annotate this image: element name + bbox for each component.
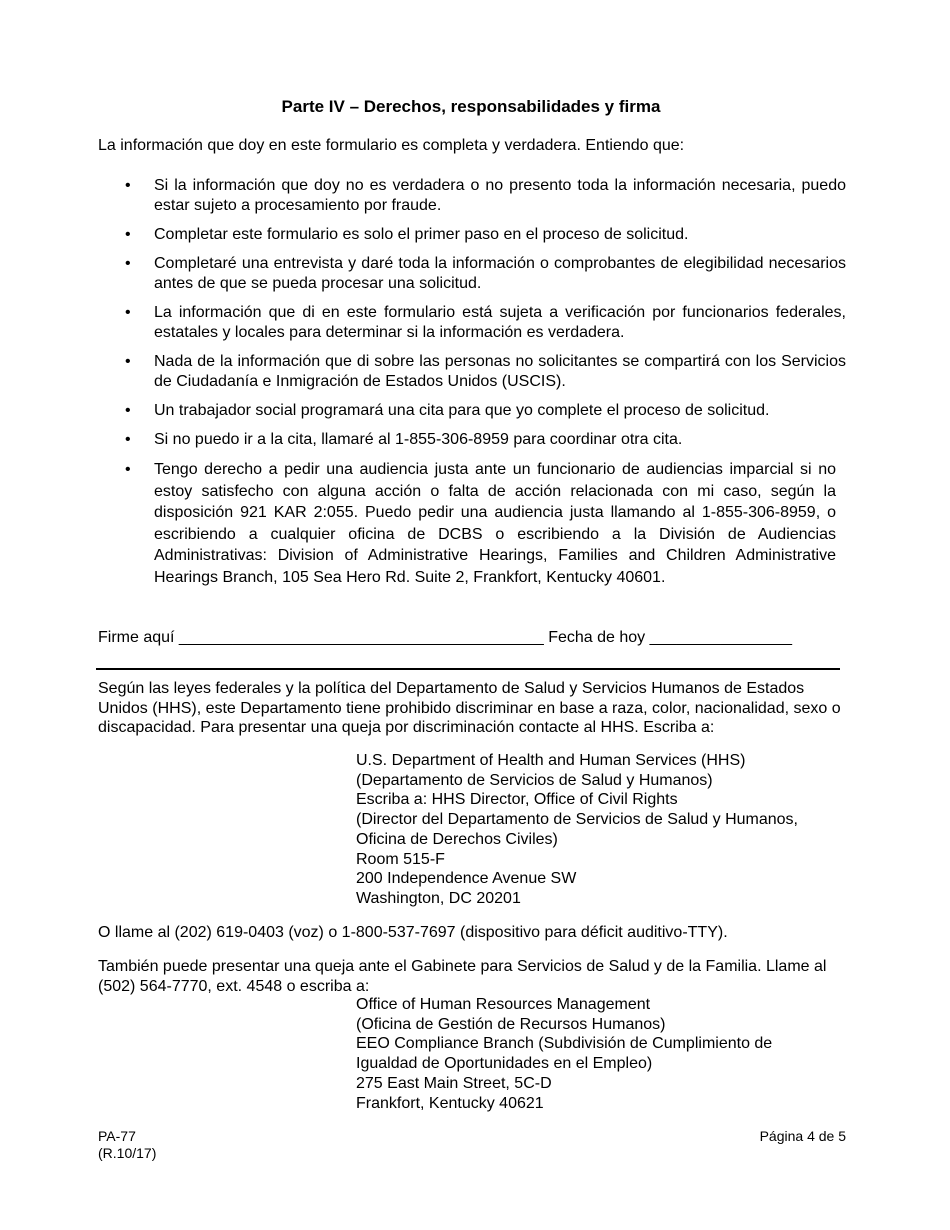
address-line: Escriba a: HHS Director, Office of Civil Rights — [356, 791, 678, 809]
date-line[interactable]: ________________ — [649, 629, 792, 646]
address-line: (Departamento de Servicios de Salud y Humanos) — [356, 771, 713, 789]
address-line: U.S. Department of Health and Human Services (HHS) — [356, 752, 746, 769]
form-footer — [98, 1128, 156, 1162]
address-line: 200 Independence Avenue SW — [356, 870, 577, 888]
address-line: Washington, DC 20201 — [356, 889, 521, 907]
list-item: • Un trabajador social programará una cita para que yo complete el proceso de solicitud. — [98, 401, 846, 421]
address-line: Oficina de Derechos Civiles) — [356, 830, 558, 848]
sign-label: Firme aquí — [98, 629, 175, 646]
hhs-paragraph: Según las leyes federales y la política del Departamento de Salud y Servicios Humanos de Estados Unidos (HHS), este Departamento tiene prohibido discriminar en base a raza, color, nacionalidad, sexo o discapacidad. Para presentar una queja por discriminación contacte al HHS. Escriba a: — [98, 680, 841, 736]
rights-list — [98, 176, 846, 597]
list-item: • Completar este formulario es solo el primer paso en el proceso de solicitud. — [98, 225, 846, 245]
list-item: • La información que di en este formulario está sujeta a verificación por funcionarios federales, estatales y locales para determinar si la información es verdadera. — [98, 303, 846, 343]
list-item: • Tengo derecho a pedir una audiencia justa ante un funcionario de audiencias imparcial si no estoy satisfecho con alguna acción o falta de acción relacionada con mi caso, según la disposición 921 KAR 2:055. Puedo pedir una audiencia justa llamando al 1-855-306-8959, o escribiendo a cualquier oficina de DCBS o escribiendo a la División de Audiencias Administrativas: Division of Administrative Hearings, Families and Children Administrative Hearings Branch, 105 Sea Hero Rd. Suite 2, Frankfort, Kentucky 40601. — [98, 459, 846, 588]
address-line: Igualdad de Oportunidades en el Empleo) — [356, 1055, 653, 1073]
page-title: Parte IV – Derechos, responsabilidades y firma — [281, 97, 661, 116]
intro-text: La información que doy en este formulario es completa y verdadera. Entiendo que: — [98, 137, 685, 154]
page-number: Página 4 de 5 — [759, 1128, 846, 1144]
address-line: EEO Compliance Branch (Subdivisión de Cumplimiento de — [356, 1035, 773, 1053]
form-revision: (R.10/17) — [98, 1145, 157, 1161]
date-label: Fecha de hoy — [548, 629, 646, 646]
cabinet-paragraph: También puede presentar una queja ante el Gabinete para Servicios de Salud y de la Familia. Llame al (502) 564-7770, ext. 4548 o escriba a: — [98, 958, 827, 995]
signature-line[interactable]: _________________________________________ — [178, 629, 544, 646]
list-item: • Si no puedo ir a la cita, llamaré al 1-855-306-8959 para coordinar otra cita. — [98, 430, 846, 450]
list-item: • Completaré una entrevista y daré toda la información o comprobantes de elegibilidad necesarios antes de que se pueda procesar una solicitud. — [98, 254, 846, 294]
section-divider — [96, 668, 840, 670]
address-line: 275 East Main Street, 5C-D — [356, 1074, 552, 1092]
address-line: (Oficina de Gestión de Recursos Humanos) — [356, 1015, 666, 1033]
address-line: Frankfort, Kentucky 40621 — [356, 1094, 544, 1112]
address-line: Room 515-F — [356, 850, 445, 868]
cabinet-address — [356, 995, 772, 1113]
list-item: • Nada de la información que di sobre las personas no solicitantes se compartirá con los Servicios de Ciudadanía e Inmigración de Estados Unidos (USCIS). — [98, 352, 846, 392]
list-item: • Si la información que doy no es verdadera o no presento toda la información necesaria, puedo estar sujeto a procesamiento por fraude. — [98, 176, 846, 216]
form-id: PA-77 — [98, 1128, 136, 1144]
address-line: (Director del Departamento de Servicios de Salud y Humanos, — [356, 811, 798, 829]
signature-row — [98, 629, 792, 647]
hhs-address — [356, 751, 798, 909]
address-line: Office of Human Resources Management — [356, 996, 651, 1013]
phone-line: O llame al (202) 619-0403 (voz) o 1-800-537-7697 (dispositivo para déficit auditivo-TTY). — [98, 924, 728, 941]
